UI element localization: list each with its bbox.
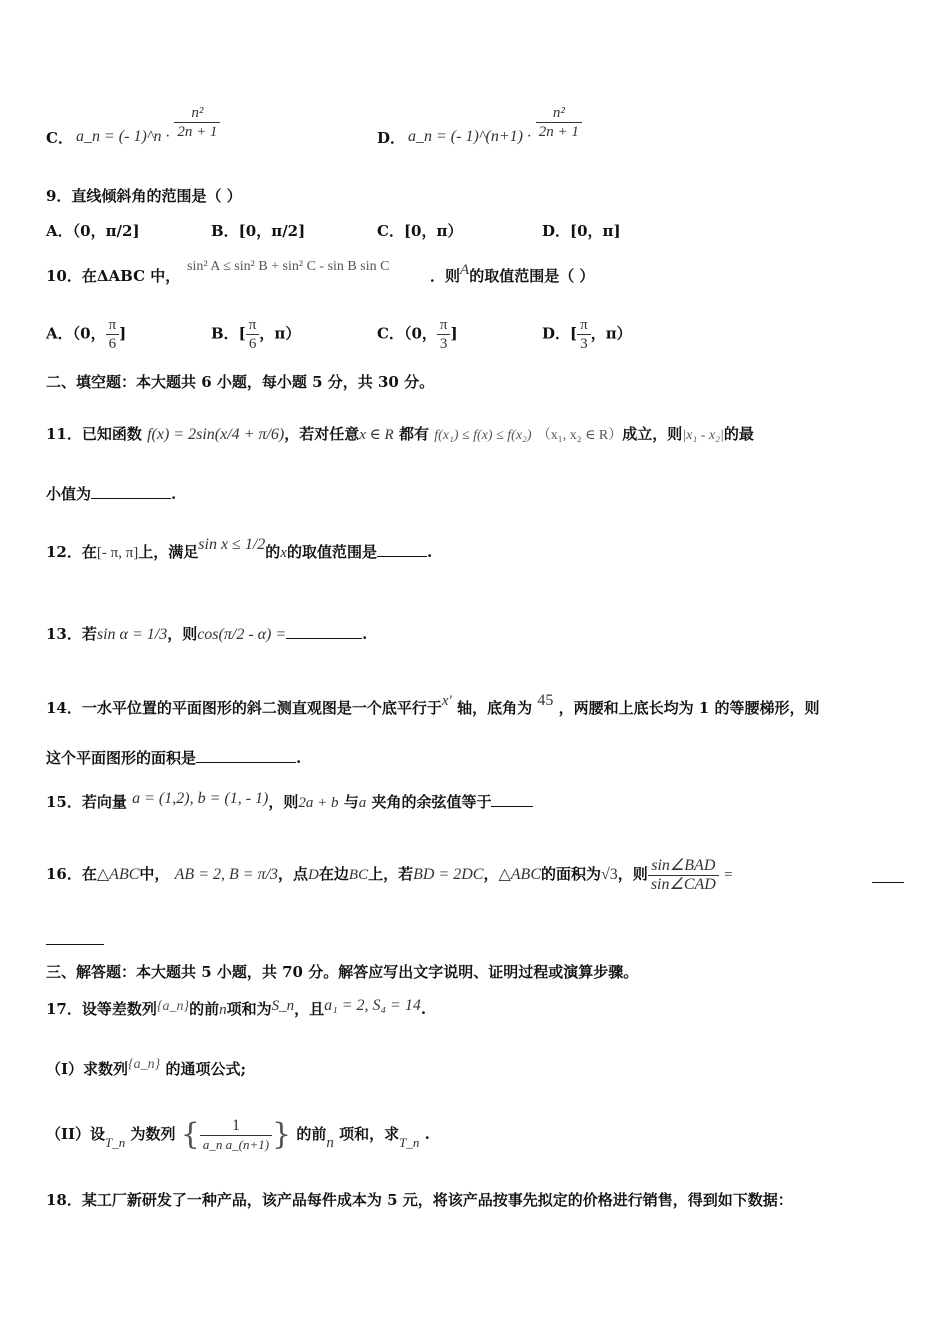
q12-mid: 上，满足 — [138, 543, 199, 561]
q10-option-a-fraction — [106, 316, 120, 353]
q10-option-d-num: π — [577, 316, 591, 335]
q17-part2-mid2: 的前 — [296, 1125, 327, 1143]
q10-option-b-close: ，π） — [259, 324, 301, 343]
q16-eq: = — [724, 867, 733, 883]
q10-option-c-den: 3 — [439, 336, 448, 352]
q11-func: f(x) = 2sin(x/4 + π/6) — [147, 426, 285, 443]
q8-option-c-lhs: a_n = (- 1)^n · — [76, 127, 170, 145]
q15-suffix: 夹角的余弦值等于 — [371, 793, 492, 811]
q15-answer-blank[interactable] — [491, 792, 533, 807]
q14-angle: 45 — [537, 692, 554, 709]
q10-prefix: 10．在 — [46, 267, 97, 285]
q10-option-b-label: B．[ — [211, 324, 246, 343]
q10-condition-text: sin² A ≤ sin² B + sin² C - sin B sin C — [187, 259, 390, 274]
q16-given: AB = 2, B = π/3 — [174, 866, 279, 883]
q15-expr: 2a + b — [298, 795, 339, 811]
q17-part1-suffix: 的通项公式; — [165, 1060, 247, 1078]
q14-suffix: ，两腰和上底长均为 1 的等腰梯形，则 — [558, 699, 820, 717]
q10-option-d-close: ，π） — [590, 324, 632, 343]
q16-area: √3 — [601, 866, 618, 883]
q14-end: . — [296, 749, 302, 767]
q16-fraction — [648, 857, 719, 894]
q12-cond: sin x ≤ 1/2 — [198, 536, 266, 553]
q17-mid1: 的前 — [189, 1000, 220, 1018]
q8-option-d — [377, 118, 405, 158]
q17-part2-num: 1 — [200, 1117, 272, 1136]
q10-option-c — [377, 316, 458, 353]
q10-option-a-den: 6 — [108, 336, 117, 352]
q17-given: a₁ = 2, S₄ = 14 — [324, 997, 421, 1014]
q16-prefix: 16．在 — [46, 865, 97, 883]
q17-seq: {a_n} — [156, 999, 190, 1014]
q12-line — [46, 530, 432, 570]
q16-answer-blank-end[interactable] — [872, 868, 904, 883]
q12-prefix: 12．在 — [46, 543, 97, 561]
q8-option-c-den: 2n + 1 — [177, 124, 218, 140]
q10-option-c-close: ] — [450, 324, 458, 343]
q8-option-c-formula — [76, 104, 220, 145]
q8-option-d-formula — [408, 104, 582, 145]
q8-option-c-fraction — [174, 104, 220, 141]
q12-suffix: 的 — [265, 543, 281, 561]
q11-answer-blank[interactable] — [91, 484, 171, 499]
q12-suffix2: 的取值范围是 — [286, 543, 377, 561]
q17-part2-n: n — [326, 1135, 334, 1151]
q8-option-d-fraction — [536, 104, 582, 141]
q17-part1-seq: {a_n} — [128, 1057, 161, 1072]
q11-line1 — [46, 414, 754, 458]
q12-answer-blank[interactable] — [377, 542, 427, 557]
q10-triangle: ΔABC 中， — [96, 267, 181, 285]
q14-line2-text: 这个平面图形的面积是 — [46, 749, 197, 767]
q8-option-c-label: C． — [46, 129, 73, 147]
q10-option-d-label: D．[ — [542, 324, 578, 343]
q17-part2-den: a_n a_(n+1) — [202, 1136, 270, 1152]
q9-stem: 9．直线倾斜角的范围是（ ） — [46, 187, 242, 205]
q16-point-d: D — [308, 867, 319, 883]
q13-prefix: 13．若 — [46, 625, 97, 643]
q10-option-c-fraction — [437, 316, 451, 353]
q17-part1 — [46, 1056, 246, 1084]
q17-part1-label: （I）求数列 — [46, 1060, 129, 1078]
q12-var: x — [280, 545, 287, 561]
q10-suffix2: 的取值范围是（ ） — [469, 267, 595, 285]
q16-mid7: ，则 — [617, 865, 648, 883]
q17-part2-mid3: 项和，求 — [339, 1125, 400, 1143]
q11-abs: |x₁ - x₂| — [682, 428, 724, 443]
q8-option-d-label: D． — [377, 129, 406, 147]
q17-part2-mid: 为数列 — [130, 1125, 176, 1143]
q11-suffix: 的最 — [723, 425, 754, 443]
q9-option-b: B．[0，π/2] — [211, 222, 306, 240]
q16-mid6: 的面积为 — [541, 865, 602, 883]
q16-rel: BD = 2DC — [413, 866, 484, 883]
q16-tri2: △ABC — [498, 866, 541, 883]
q16-tri: △ABC — [96, 866, 140, 883]
q10-option-a-close: ] — [119, 324, 127, 343]
section-3-heading: 三、解答题：本大题共 5 小题，共 70 分。解答应写出文字说明、证明过程或演算步骤。 — [46, 963, 639, 981]
q17-part2 — [46, 1112, 430, 1156]
q10-option-a-label: A．（0， — [46, 324, 106, 343]
q17-n: n — [219, 1002, 227, 1018]
q11-paren: （x₁, x₂ ∈ R） — [536, 428, 623, 443]
q16-den: sin∠CAD — [650, 875, 716, 893]
q15-line — [46, 792, 533, 813]
q10-option-d-den: 3 — [580, 336, 588, 352]
section-2-heading: 二、填空题：本大题共 6 小题，每小题 5 分，共 30 分。 — [46, 373, 435, 391]
q17-part2-left-brace: { — [180, 1117, 200, 1152]
q11-line2 — [46, 484, 176, 504]
q17-mid2: 项和为 — [226, 1000, 272, 1018]
q13-mid: ，则 — [167, 625, 198, 643]
q17-part2-label: （II）设 — [46, 1125, 106, 1143]
q10-option-c-num: π — [437, 316, 451, 335]
q16-num: sin∠BAD — [648, 857, 719, 876]
q8-option-d-lhs: a_n = (- 1)^(n+1) · — [408, 127, 531, 145]
q9-option-d: D．[0，π] — [542, 222, 621, 240]
q11-mid2: 都有 — [398, 425, 429, 443]
q12-end: . — [426, 543, 433, 561]
q10-suffix: ．则 — [430, 267, 461, 285]
q16-side: BC — [348, 867, 369, 883]
q16-line — [46, 848, 733, 898]
q17-mid3: ，且 — [294, 1000, 325, 1018]
q16-mid4: 上，若 — [368, 865, 414, 883]
q10-option-b-num: π — [246, 316, 260, 335]
q10-suffix-line — [430, 262, 595, 287]
q11-cond: x ∈ R — [359, 427, 394, 443]
q15-mid: ，则 — [268, 793, 299, 811]
q13-line — [46, 612, 367, 656]
q10-option-c-label: C．（0， — [377, 324, 437, 343]
q16-mid3: 在边 — [318, 865, 349, 883]
q10-stem — [46, 266, 180, 286]
q13-given: sin α = 1/3 — [96, 626, 168, 643]
q15-vectors: a = (1,2), b = (1, - 1) — [132, 790, 269, 807]
q10-option-b-fraction — [246, 316, 260, 353]
q14-axis: x′ — [441, 693, 452, 709]
q9-option-c: C．[0，π） — [377, 222, 463, 240]
q17-part2-t: T_n — [105, 1135, 126, 1150]
q11-prefix: 11．已知函数 — [46, 425, 142, 443]
q14-line1-text: 14．一水平位置的平面图形的斜二测直观图是一个底平行于 — [46, 699, 442, 717]
q14-line1 — [46, 692, 820, 719]
q8-option-d-num: n² — [536, 104, 582, 123]
q8-option-c-num: n² — [174, 104, 220, 123]
q18-text: 18．某工厂新研发了一种产品，该产品每件成本为 5 元，将该产品按事先拟定的价格进行销售，得到如下数据： — [46, 1191, 793, 1209]
q16-answer-blank-continued[interactable] — [46, 930, 104, 945]
q12-interval: [- π, π] — [96, 545, 139, 561]
q10-var: A — [460, 262, 470, 278]
q10-option-b — [211, 316, 300, 353]
q16-mid5: ， — [483, 865, 499, 883]
q17-part2-end: . — [424, 1125, 430, 1143]
q17-end: . — [420, 1000, 427, 1018]
q17-line — [46, 996, 426, 1026]
q11-ineq: f(x₁) ≤ f(x) ≤ f(x₂) — [434, 428, 532, 443]
q10-option-d-fraction — [577, 316, 591, 353]
q14-answer-blank[interactable] — [196, 748, 296, 763]
q10-option-b-den: 6 — [248, 336, 257, 352]
q10-option-a-num: π — [106, 316, 120, 335]
q15-var: a — [358, 795, 367, 811]
q8-option-d-den: 2n + 1 — [538, 124, 579, 140]
q17-sn: S_n — [271, 998, 295, 1014]
q16-mid2: ，点 — [278, 865, 309, 883]
q14-line2 — [46, 748, 301, 768]
q10-option-d — [542, 316, 632, 353]
q11-line2-text: 小值为 — [46, 485, 92, 503]
q10-condition — [187, 255, 389, 277]
q17-part2-right-brace: } — [272, 1117, 292, 1152]
q16-mid1: 中， — [139, 865, 170, 883]
q11-mid1: ，若对任意 — [284, 425, 360, 443]
q17-part2-fraction — [200, 1117, 272, 1154]
q15-mid2: 与 — [343, 793, 359, 811]
q10-option-a — [46, 316, 126, 353]
q17-part2-t2: T_n — [399, 1135, 420, 1150]
q17-prefix: 17．设等差数列 — [46, 1000, 157, 1018]
q13-answer-blank[interactable] — [286, 624, 362, 639]
q13-end: . — [362, 625, 368, 643]
q8-option-c — [46, 118, 73, 158]
q9-option-a: A．（0，π/2] — [46, 222, 140, 240]
q15-prefix: 15．若向量 — [46, 793, 127, 811]
q11-mid3: 成立，则 — [622, 425, 683, 443]
q14-mid: 轴，底角为 — [457, 699, 533, 717]
q11-end: . — [171, 485, 177, 503]
q13-expr: cos(π/2 - α) = — [197, 626, 287, 643]
